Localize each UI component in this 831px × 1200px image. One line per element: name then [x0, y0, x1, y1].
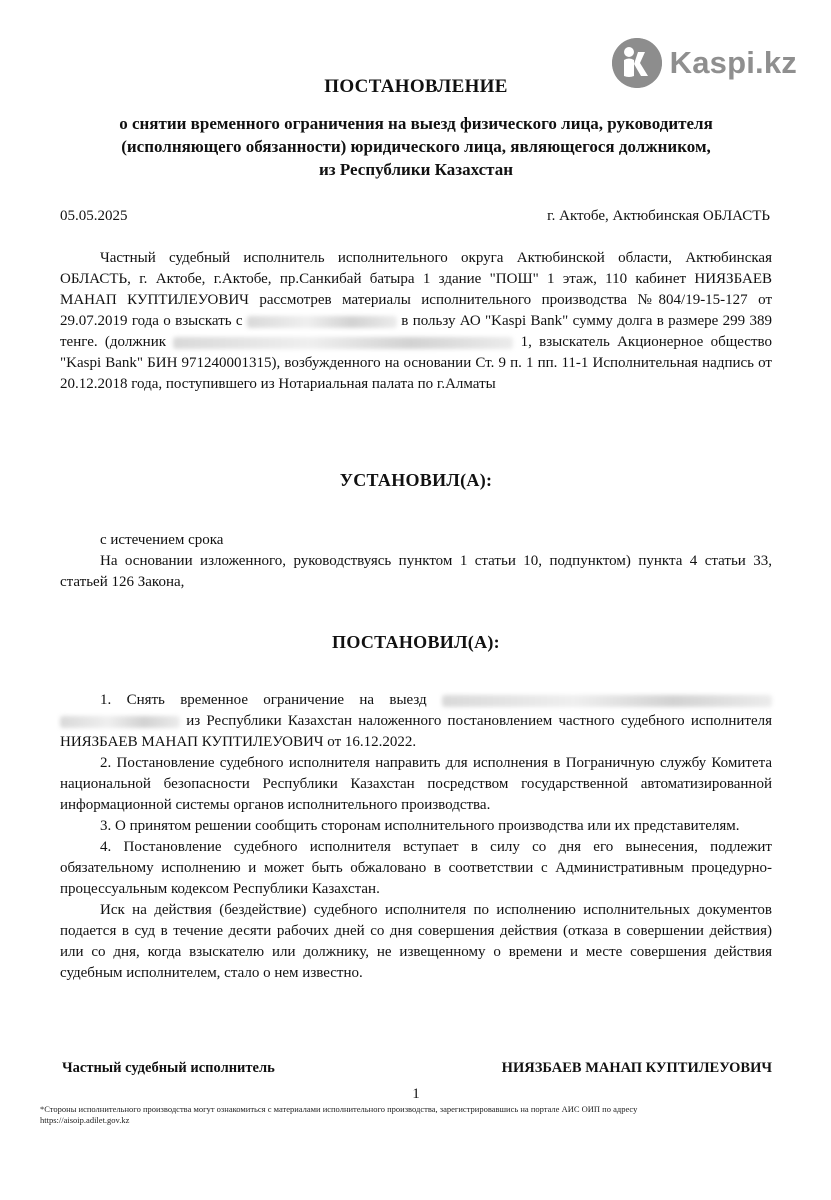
subtitle-line: о снятии временного ограничения на выезд физического лица, руководителя	[119, 114, 713, 133]
redacted-name	[247, 316, 397, 328]
redacted-debtor	[173, 337, 513, 349]
document-title: ПОСТАНОВЛЕНИЕ	[324, 76, 508, 97]
intro-paragraph	[60, 248, 772, 395]
item-4: 4. Постановление судебного исполнителя вступает в силу со дня его вынесения, подлежит обязательному исполнению и может быть обжаловано в соответствии с Административным процедурно-процессуальным кодексом Республики Казахстан.	[60, 839, 772, 897]
item-text: из Республики Казахстан наложенного постановлением частного судебного исполнителя НИЯЗБАЕВ МАНАП КУПТИЛЕУОВИЧ от 16.12.2022.	[60, 713, 772, 750]
item-3: 3. О принятом решении сообщить сторонам исполнительного производства или их представителям.	[100, 818, 740, 834]
appeal-text: Иск на действия (бездействие) судебного исполнителя по исполнению исполнительных документов подается в суд в течение десяти рабочих дней со дня совершения действия (отказа в совершении действия) или со дня, когда взыскателю или должнику, не извещенному о времени и месте совершения действия судебным исполнителем, стало о нем известно.	[60, 902, 772, 981]
resolution-items	[60, 690, 772, 984]
item-2: 2. Постановление судебного исполнителя направить для исполнения в Пограничную службу Комитета национальной безопасности Республики Казахстан посредством государственной автоматизированной информационной системы органов исполнительного производства.	[60, 755, 772, 813]
redacted-iin	[60, 716, 180, 728]
document-subtitle	[60, 112, 772, 181]
document-place: г. Актобе, Актюбинская ОБЛАСТЬ	[547, 208, 770, 224]
item-1	[60, 690, 772, 753]
intro-text: 1, взыскатель Акционерное общество "Kaspi Bank" БИН 971240001315), возбужденного на основании Ст. 9 п. 1 пп. 11-1 Исполнительная надпись от 20.12.2018 года, поступившего из Нотариальная палата по г.Алматы	[60, 334, 773, 392]
heading-resolved: ПОСТАНОВИЛ(А):	[332, 632, 500, 652]
established-text: с истечением срока	[100, 532, 224, 548]
intro-text: в пользу АО "Kaspi Bank" сумму долга в размере 299 389 тенге. (должник	[60, 313, 773, 350]
page-number: 1	[412, 1086, 420, 1102]
document-date: 05.05.2025	[60, 208, 128, 224]
logo-text: Kaspi.kz	[669, 45, 797, 80]
established-text: На основании изложенного, руководствуясь пунктом 1 статьи 10, подпунктом) пункта 4 статьи 33, статьей 126 Закона,	[60, 553, 772, 590]
subtitle-line: из Республики Казахстан	[319, 160, 513, 179]
heading-established: УСТАНОВИЛ(А):	[339, 470, 493, 490]
signature-title: Частный судебный исполнитель	[62, 1060, 275, 1076]
redacted-person	[442, 695, 772, 707]
item-text: 1. Снять временное ограничение на выезд	[100, 692, 427, 708]
subtitle-line: (исполняющего обязанности) юридического лица, являющегося должником,	[121, 137, 711, 156]
footnote: *Стороны исполнительного производства могут ознакомиться с материалами исполнительного производства, зарегистрировавшись на портале АИС ОИП по адресу https://aisoip.adilet.gov.kz	[40, 1104, 638, 1125]
established-paragraph	[60, 530, 772, 593]
intro-text: Частный судебный исполнитель исполнительного округа Актюбинской области, Актюбинская ОБЛАСТЬ, г. Актобе, г.Актобе, пр.Санкибай батыра 1 здание "ПОШ" 1 этаж, 110 кабинет НИЯЗБАЕВ МАНАП КУПТИЛЕУОВИЧ рассмотрев материалы исполнительного производства №804/19-15-127 от 29.07.2019 года о взыскать с	[60, 250, 772, 329]
signature-name: НИЯЗБАЕВ МАНАП КУПТИЛЕУОВИЧ	[501, 1060, 772, 1076]
